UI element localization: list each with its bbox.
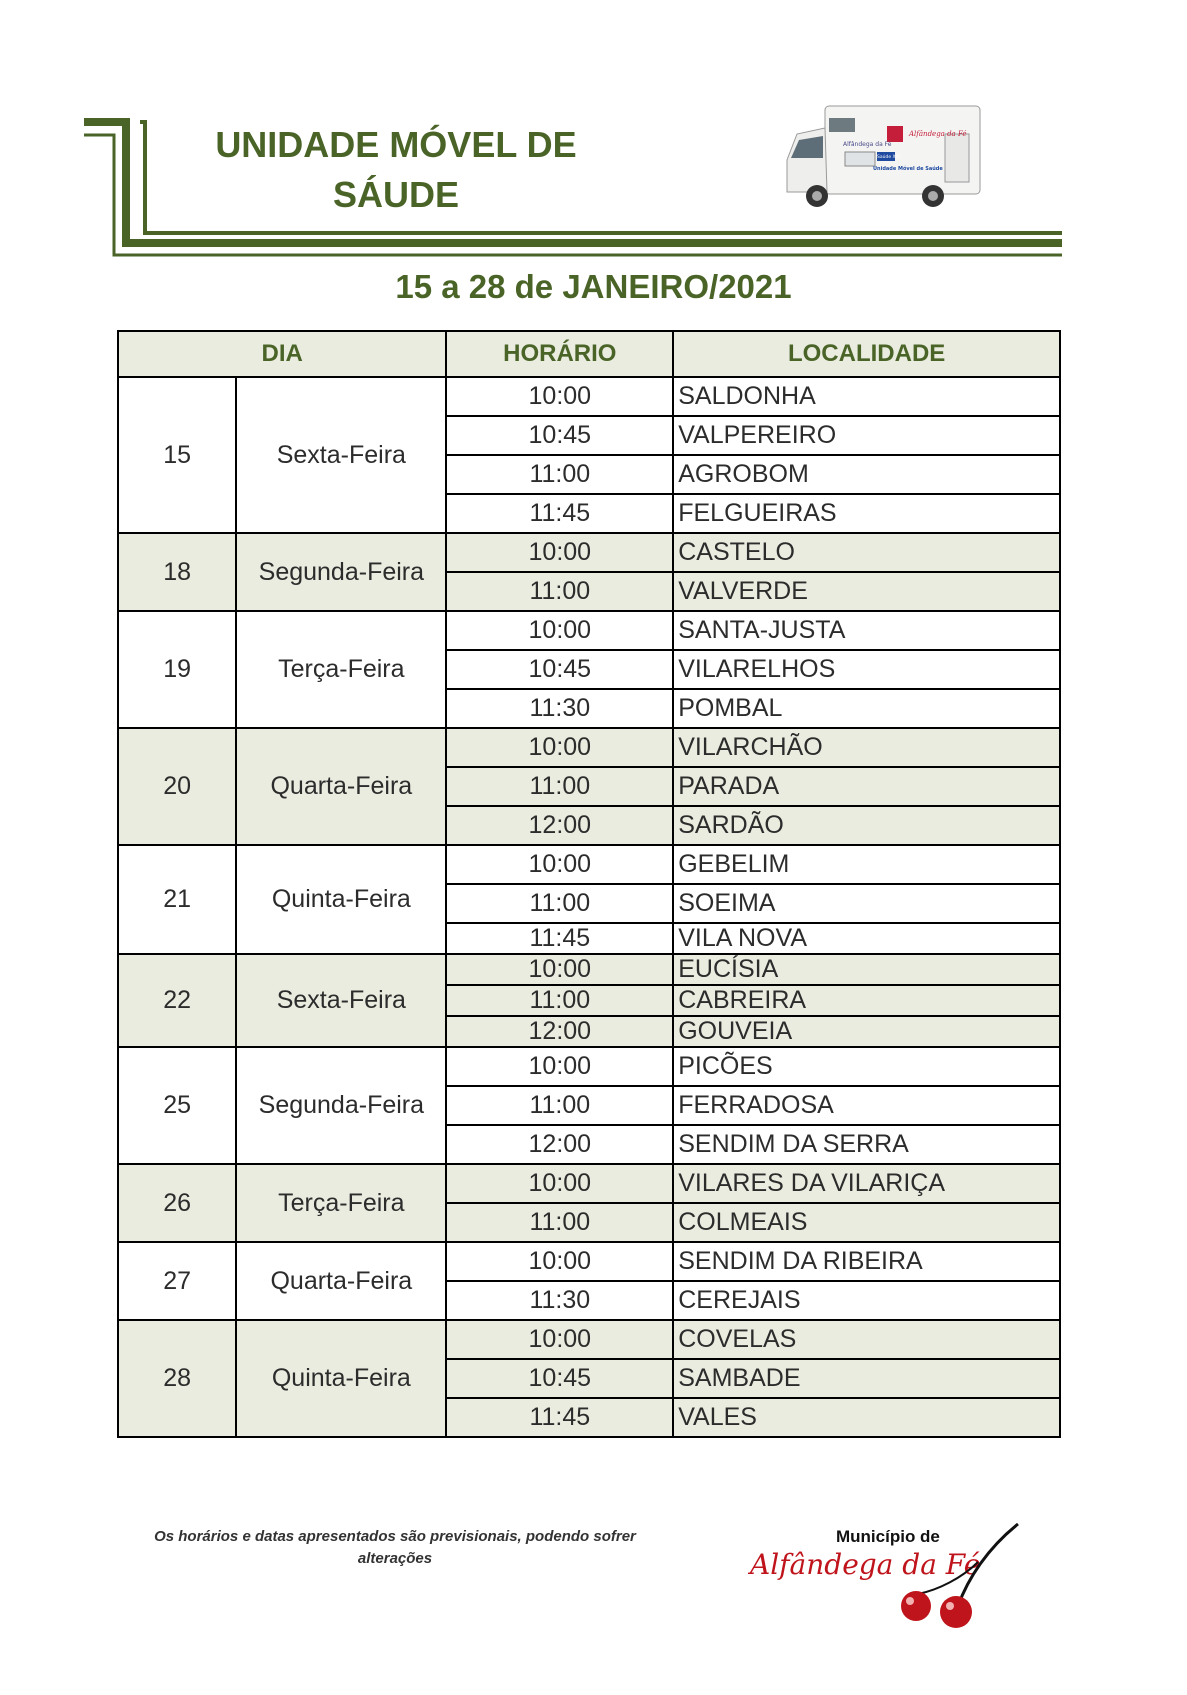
location-cell: CABREIRA: [673, 985, 1060, 1016]
day-name: Quarta-Feira: [236, 1242, 446, 1320]
title-line-2: SÁUDE: [332, 174, 460, 215]
table-row: [118, 954, 1060, 985]
location-cell: SOEIMA: [673, 884, 1060, 923]
table-row: [118, 1242, 1060, 1281]
table-row: [118, 1320, 1060, 1359]
table-row: [118, 611, 1060, 650]
day-number: 28: [118, 1320, 236, 1437]
van-brand-text: Alfândega da Fé: [843, 141, 892, 148]
location-cell: POMBAL: [673, 689, 1060, 728]
day-name: Sexta-Feira: [236, 377, 446, 533]
time-cell: 11:00: [446, 572, 673, 611]
cherry-icon: [940, 1596, 972, 1628]
day-number: 20: [118, 728, 236, 845]
location-cell: CASTELO: [673, 533, 1060, 572]
time-cell: 11:45: [446, 1398, 673, 1437]
location-cell: COLMEAIS: [673, 1203, 1060, 1242]
cherry-icon: [901, 1591, 931, 1621]
mobile-unit-van-image: [785, 100, 985, 215]
location-cell: VILARES DA VILARIÇA: [673, 1164, 1060, 1203]
time-cell: 10:45: [446, 1359, 673, 1398]
location-cell: PICÕES: [673, 1047, 1060, 1086]
time-cell: 11:00: [446, 884, 673, 923]
location-cell: FELGUEIRAS: [673, 494, 1060, 533]
footnote: Os horários e datas apresentados são previsionais, podendo sofrer alterações: [154, 1528, 636, 1567]
schedule-table: [117, 330, 1061, 1438]
location-cell: SENDIM DA SERRA: [673, 1125, 1060, 1164]
van-saude-text: Saúde XXI: [877, 155, 901, 160]
day-number: 22: [118, 954, 236, 1047]
time-cell: 10:00: [446, 845, 673, 884]
time-cell: 10:00: [446, 377, 673, 416]
location-cell: VALPEREIRO: [673, 416, 1060, 455]
day-name: Terça-Feira: [236, 1164, 446, 1242]
logo-line-2: Alfândega da Fé: [750, 1548, 981, 1581]
location-cell: VILARELHOS: [673, 650, 1060, 689]
day-number: 25: [118, 1047, 236, 1164]
location-cell: CEREJAIS: [673, 1281, 1060, 1320]
time-cell: 11:00: [446, 985, 673, 1016]
day-name: Segunda-Feira: [236, 1047, 446, 1164]
time-cell: 10:45: [446, 416, 673, 455]
time-cell: 11:00: [446, 455, 673, 494]
location-cell: VILARCHÃO: [673, 728, 1060, 767]
day-name: Quinta-Feira: [236, 845, 446, 954]
time-cell: 10:00: [446, 611, 673, 650]
location-cell: COVELAS: [673, 1320, 1060, 1359]
time-cell: 11:45: [446, 494, 673, 533]
location-cell: SALDONHA: [673, 377, 1060, 416]
time-cell: 10:00: [446, 728, 673, 767]
day-number: 27: [118, 1242, 236, 1320]
table-header-row: [118, 331, 1060, 377]
day-number: 21: [118, 845, 236, 954]
table-row: [118, 1164, 1060, 1203]
location-cell: GOUVEIA: [673, 1016, 1060, 1047]
page-title: [176, 120, 616, 220]
time-cell: 10:45: [446, 650, 673, 689]
table-row: [118, 728, 1060, 767]
day-name: Sexta-Feira: [236, 954, 446, 1047]
time-cell: 12:00: [446, 806, 673, 845]
location-cell: VALVERDE: [673, 572, 1060, 611]
time-cell: 12:00: [446, 1016, 673, 1047]
location-cell: FERRADOSA: [673, 1086, 1060, 1125]
day-name: Segunda-Feira: [236, 533, 446, 611]
van-logo-text: Alfândega da Fé: [909, 130, 967, 138]
day-number: 15: [118, 377, 236, 533]
location-cell: SAMBADE: [673, 1359, 1060, 1398]
time-cell: 12:00: [446, 1125, 673, 1164]
location-cell: SANTA-JUSTA: [673, 611, 1060, 650]
header-dia: DIA: [118, 331, 446, 377]
table-row: [118, 1047, 1060, 1086]
location-cell: SARDÃO: [673, 806, 1060, 845]
schedule-body: [118, 377, 1060, 1437]
location-cell: PARADA: [673, 767, 1060, 806]
day-name: Quinta-Feira: [236, 1320, 446, 1437]
time-cell: 11:30: [446, 1281, 673, 1320]
time-cell: 10:00: [446, 1242, 673, 1281]
time-cell: 10:00: [446, 1320, 673, 1359]
time-cell: 10:00: [446, 533, 673, 572]
time-cell: 11:00: [446, 1203, 673, 1242]
header-localidade: LOCALIDADE: [673, 331, 1060, 377]
time-cell: 11:45: [446, 923, 673, 954]
time-cell: 10:00: [446, 1164, 673, 1203]
time-cell: 10:00: [446, 1047, 673, 1086]
header-horario: HORÁRIO: [446, 331, 673, 377]
time-cell: 10:00: [446, 954, 673, 985]
title-line-1: UNIDADE MÓVEL DE: [215, 124, 577, 165]
table-row: [118, 377, 1060, 416]
period-title: 15 a 28 de JANEIRO/2021: [395, 268, 792, 305]
table-row: [118, 533, 1060, 572]
time-cell: 11:00: [446, 767, 673, 806]
day-name: Quarta-Feira: [236, 728, 446, 845]
location-cell: AGROBOM: [673, 455, 1060, 494]
day-number: 26: [118, 1164, 236, 1242]
day-number: 18: [118, 533, 236, 611]
day-number: 19: [118, 611, 236, 728]
location-cell: VALES: [673, 1398, 1060, 1437]
location-cell: EUCÍSIA: [673, 954, 1060, 985]
location-cell: VILA NOVA: [673, 923, 1060, 954]
location-cell: GEBELIM: [673, 845, 1060, 884]
table-row: [118, 845, 1060, 884]
time-cell: 11:00: [446, 1086, 673, 1125]
logo-line-1: Município de: [836, 1527, 940, 1546]
municipality-logo: [748, 1518, 1028, 1628]
location-cell: SENDIM DA RIBEIRA: [673, 1242, 1060, 1281]
time-cell: 11:30: [446, 689, 673, 728]
day-name: Terça-Feira: [236, 611, 446, 728]
van-unit-text: Unidade Móvel de Saúde: [873, 166, 943, 172]
